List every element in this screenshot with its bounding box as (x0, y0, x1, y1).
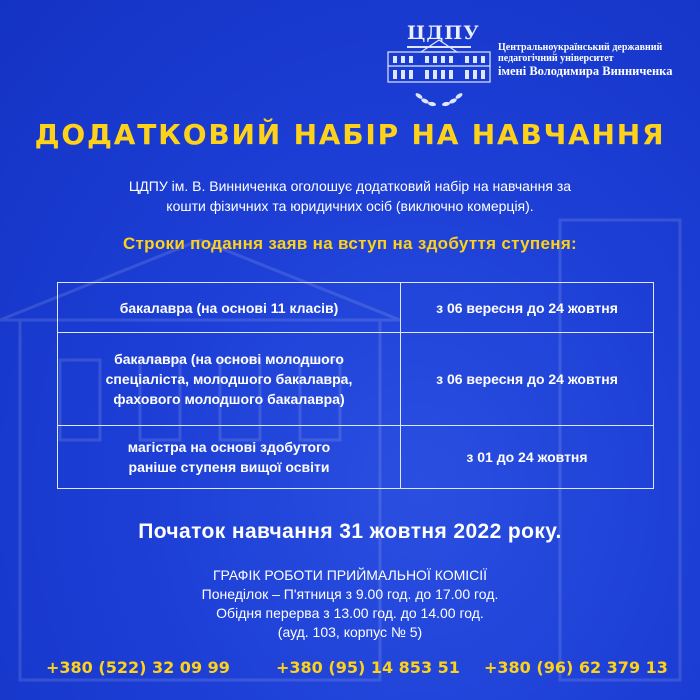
phone-link[interactable]: +380 (522) 32 09 99 (46, 658, 230, 677)
schedule-location: (ауд. 103, корпус № 5) (277, 624, 423, 640)
intro-line-1: ЦДПУ ім. В. Винниченка оголошує додатковий набір на навчання за (128, 178, 572, 194)
table-row (58, 333, 654, 426)
logo-line-2: педагогічний університет (498, 53, 614, 64)
admission-schedule (0, 566, 700, 642)
logo-line-1: Центральноукраїнський державний (498, 42, 663, 53)
logo-university-name (498, 42, 688, 78)
period-cell: з 06 вересня до 24 жовтня (401, 283, 654, 333)
schedule-lunch: Обідня перерва з 13.00 год. до 14.00 год. (216, 605, 484, 621)
phone-link[interactable]: +380 (96) 62 379 13 (484, 658, 668, 677)
table-row (58, 283, 654, 333)
university-logo (385, 16, 685, 116)
period-cell: з 06 вересня до 24 жовтня (401, 333, 654, 426)
phone-link[interactable]: +380 (95) 14 853 51 (276, 658, 460, 677)
schedule-hours: Понеділок – П'ятниця з 9.00 год. до 17.00 год. (201, 586, 499, 602)
degree-cell: магістра на основі здобутого раніше ступеня вищої освіти (58, 426, 401, 489)
deadlines-heading: Строки подання заяв на вступ на здобуття ступеня: (122, 234, 578, 253)
degree-cell: бакалавра (на основі 11 класів) (58, 283, 401, 333)
deadlines-table (57, 282, 654, 489)
schedule-heading: ГРАФІК РОБОТИ ПРИЙМАЛЬНОЇ КОМІСІЇ (212, 567, 488, 583)
degree-cell: бакалавра (на основі молодшого спеціаліста, молодшого бакалавра, фахового молодшого бакалавра) (58, 333, 401, 426)
contact-phones (0, 658, 700, 680)
table-row (58, 426, 654, 489)
study-start-date: Початок навчання 31 жовтня 2022 року. (138, 520, 562, 543)
period-cell: з 01 до 24 жовтня (401, 426, 654, 489)
page-title: ДОДАТКОВИЙ НАБІР НА НАВЧАННЯ (34, 118, 666, 151)
intro-text (0, 176, 700, 216)
logo-line-3: імені Володимира Винниченка (498, 64, 673, 78)
logo-abbreviation: ЦДПУ (407, 22, 480, 44)
intro-line-2: кошти фізичних та юридичних осіб (виключно комерція). (166, 198, 534, 214)
